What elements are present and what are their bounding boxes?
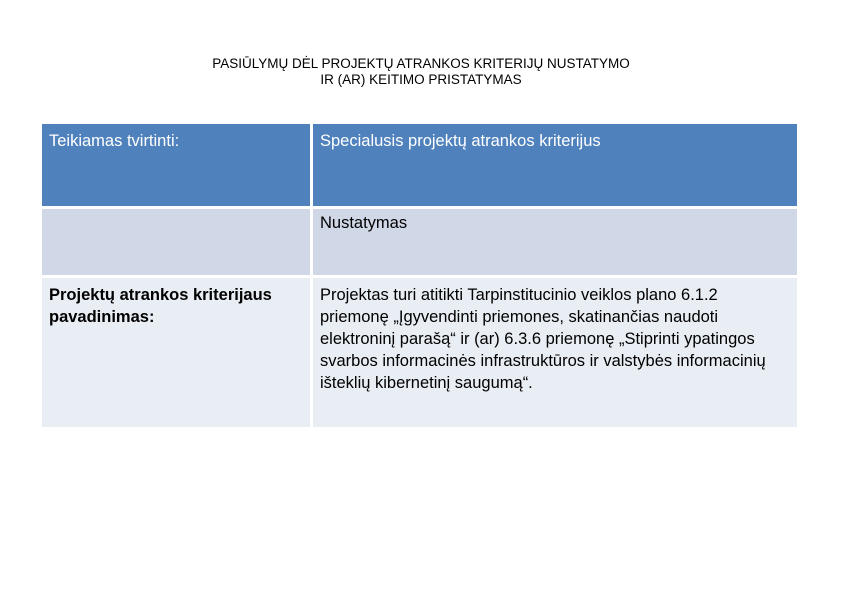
document-title	[0, 56, 842, 88]
document-title-line-1: PASIŪLYMŲ DĖL PROJEKTŲ ATRANKOS KRITERIJŲ NUSTATYMO	[212, 56, 630, 71]
document-title-line-2: IR (AR) KEITIMO PRISTATYMAS	[320, 72, 522, 87]
band-label-left	[42, 209, 310, 212]
table-row	[42, 278, 797, 427]
table-band-row	[42, 209, 797, 275]
header-label-criterion-type: Specialusis projektų atrankos kriterijus	[320, 132, 601, 150]
band-cell-action	[313, 209, 797, 275]
criterion-name-label: Projektų atrankos kriterijaus pavadinimas:	[49, 286, 272, 326]
header-cell-criterion-type	[313, 124, 797, 206]
criterion-name-value: Projektas turi atitikti Tarpinstitucinio veiklos plano 6.1.2 priemonę „Įgyvendinti priemones, skatinančias naudoti elektroninį parašą“ ir (ar) 6.3.6 priemonę „Stiprinti ypatingos svarbos informacinės infrastruktūros ir valstybės informacinių išteklių kibernetinį saugumą“.	[320, 286, 766, 392]
criterion-name-label-cell	[42, 278, 310, 427]
criterion-name-value-cell	[313, 278, 797, 427]
header-cell-submitted	[42, 124, 310, 206]
band-cell-empty	[42, 209, 310, 275]
criteria-table	[39, 121, 800, 430]
table-header-row	[42, 124, 797, 206]
band-label-action: Nustatymas	[320, 214, 408, 232]
header-label-submitted: Teikiamas tvirtinti:	[49, 132, 180, 150]
